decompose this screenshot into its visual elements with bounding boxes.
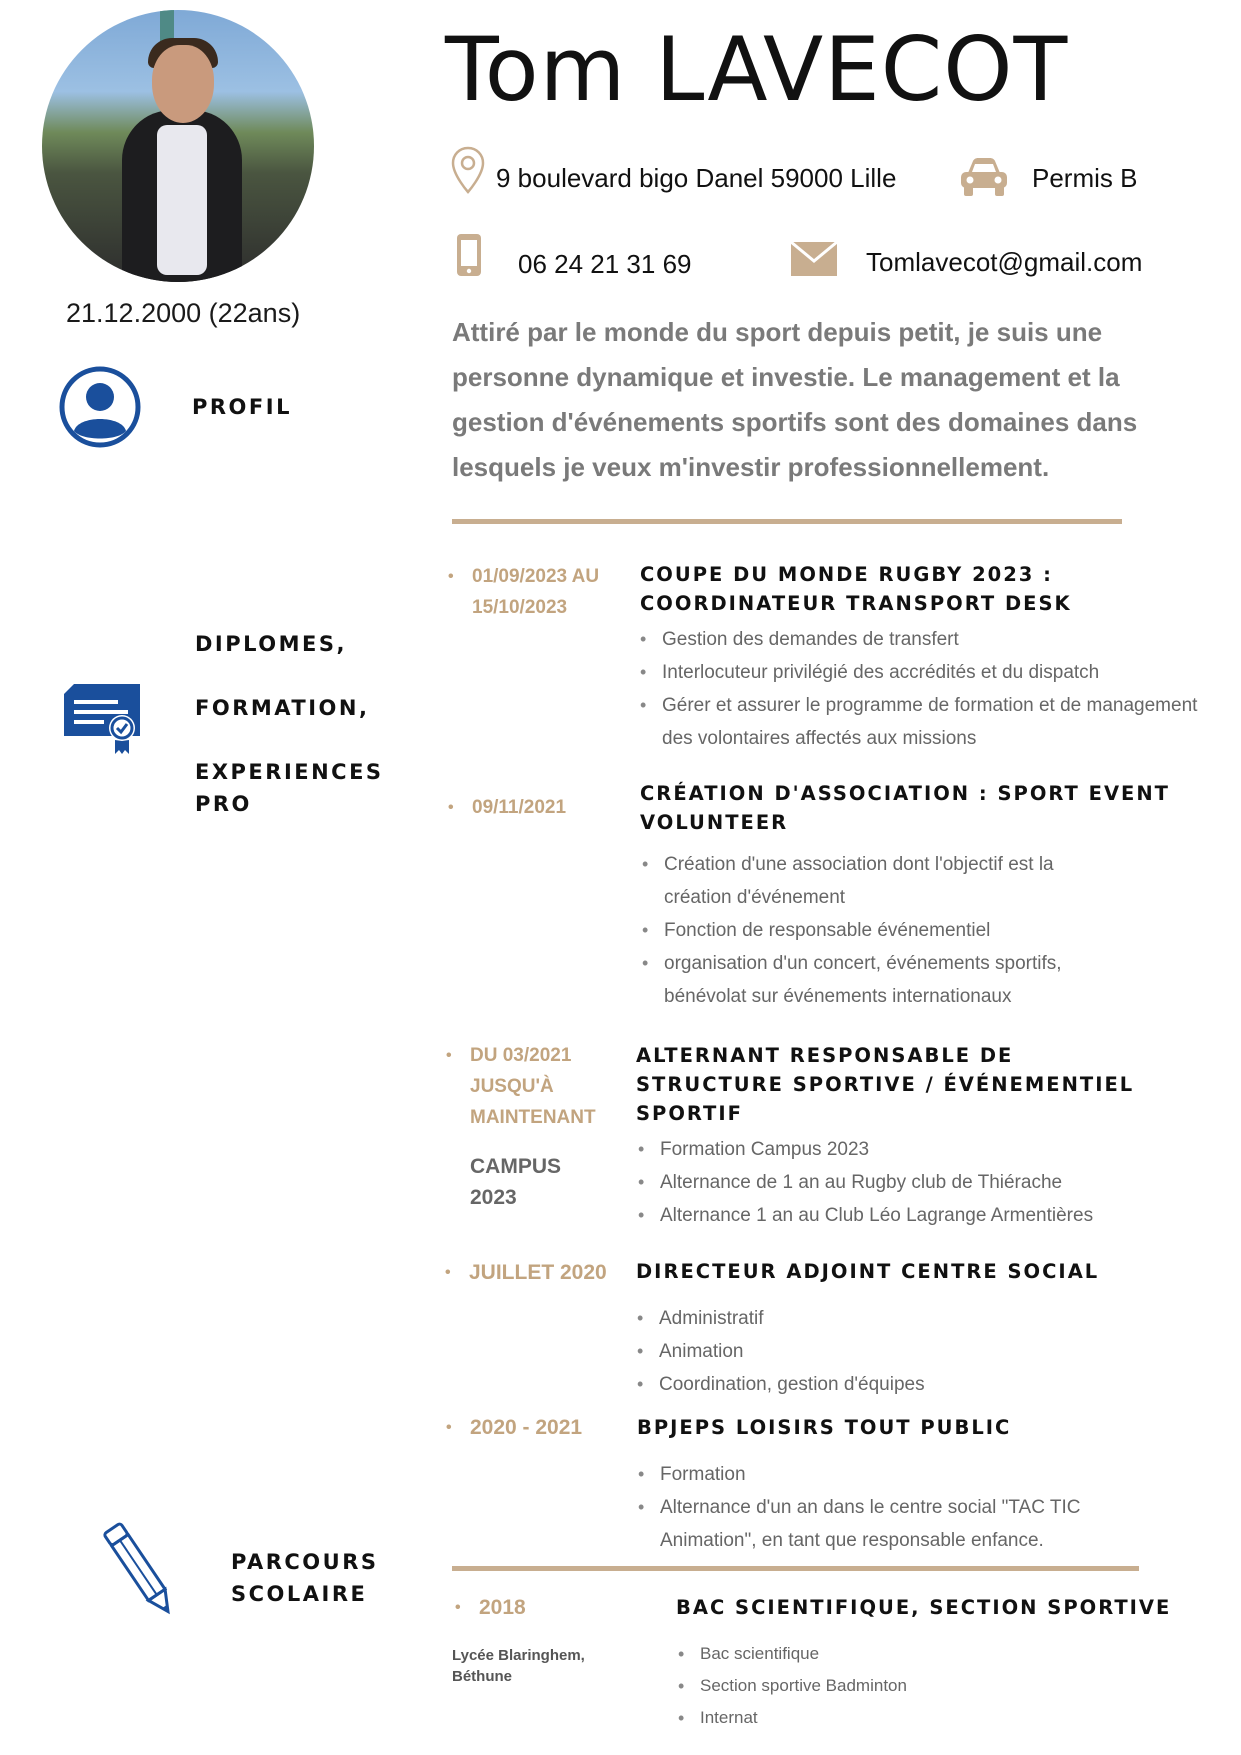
experience-bullets-2 — [640, 914, 1220, 980]
education-date: • 2018 — [455, 1596, 526, 1619]
campus-label: CAMPUS — [470, 1155, 562, 1178]
list-item-continuation: création d'événement — [664, 887, 846, 908]
list-item: • Section sportive Badminton — [676, 1670, 1176, 1702]
list-item: • Gérer et assurer le programme de formation et de management — [638, 689, 1228, 722]
list-item: • Coordination, gestion d'équipes — [635, 1368, 1215, 1401]
experience-bullets — [640, 848, 1220, 881]
education-divider — [452, 1566, 1139, 1571]
section-divider — [452, 519, 1122, 524]
list-item: • Alternance 1 an au Club Léo Lagrange Armentières — [636, 1199, 1216, 1232]
list-item-continuation: Animation", en tant que responsable enfance. — [660, 1530, 1044, 1551]
experience-title: BPJEPS LOISIRS TOUT PUBLIC — [637, 1416, 1012, 1439]
experience-bullets — [636, 1133, 1216, 1232]
experience-title: COUPE DU MONDE RUGBY 2023 : — [640, 563, 1053, 586]
pencil-icon — [98, 1518, 182, 1622]
experience-date: • DU 03/2021 — [446, 1045, 572, 1066]
list-item-continuation: des volontaires affectés aux missions — [662, 728, 977, 749]
phone-text: 06 24 21 31 69 — [518, 249, 692, 279]
user-icon — [58, 365, 142, 449]
email-text: Tomlavecot@gmail.com — [866, 247, 1143, 277]
phone-icon — [455, 232, 483, 278]
list-item: • Administratif — [635, 1302, 1215, 1335]
experience-title: ALTERNANT RESPONSABLE DE — [636, 1044, 1014, 1067]
diplomes-title-line-4: PRO — [195, 792, 252, 816]
list-item: • Gestion des demandes de transfert — [638, 623, 1228, 656]
list-item: • Formation Campus 2023 — [636, 1133, 1216, 1166]
experience-bullets — [636, 1458, 1216, 1524]
profile-section-title: PROFIL — [192, 395, 292, 419]
experience-bullets — [638, 623, 1228, 722]
diplomes-title-line-3: EXPERIENCES — [195, 760, 384, 784]
list-item-continuation: bénévolat sur événements internationaux — [664, 986, 1012, 1007]
list-item: • Animation — [635, 1335, 1215, 1368]
experience-date: • JUILLET 2020 — [445, 1261, 607, 1284]
list-item: • Alternance de 1 an au Rugby club de Thiérache — [636, 1166, 1216, 1199]
birth-date: 21.12.2000 (22ans) — [66, 298, 301, 328]
education-bullets — [676, 1638, 1176, 1734]
experience-date-line-2: 15/10/2023 — [472, 597, 568, 618]
license-text: Permis B — [1032, 163, 1138, 193]
experience-date-line-3: MAINTENANT — [470, 1107, 596, 1128]
experience-date: • 09/11/2021 — [448, 797, 567, 818]
campus-year: 2023 — [470, 1186, 517, 1209]
experience-date: • 01/09/2023 AU — [448, 566, 600, 587]
profile-photo — [42, 10, 314, 282]
certificate-icon — [60, 680, 148, 756]
experience-title-line-2: COORDINATEUR TRANSPORT DESK — [640, 592, 1072, 615]
diplomes-title-line-1: DIPLOMES, — [195, 632, 347, 656]
education-title: BAC SCIENTIFIQUE, SECTION SPORTIVE — [676, 1596, 1172, 1619]
list-item: • Alternance d'un an dans le centre social "TAC TIC — [636, 1491, 1216, 1524]
list-item: • Bac scientifique — [676, 1638, 1176, 1670]
location-pin-icon — [450, 145, 486, 195]
experience-date: • 2020 - 2021 — [446, 1416, 583, 1439]
experience-title-line-2: VOLUNTEER — [640, 811, 789, 834]
list-item: • Interlocuteur privilégié des accrédités et du dispatch — [638, 656, 1228, 689]
list-item: • Internat — [676, 1702, 1176, 1734]
parcours-title-line-2: SCOLAIRE — [231, 1582, 368, 1606]
profile-text: Attiré par le monde du sport depuis petit, je suis une personne dynamique et investie. Le management et la gestion d'événements sportifs sont des domaines dans lesquels je veux m'investir professionnellement. — [452, 317, 1138, 482]
mail-icon — [790, 241, 838, 277]
car-icon — [958, 155, 1010, 199]
full-name: Tom LAVECOT — [445, 18, 1069, 121]
list-item: • Création d'une association dont l'objectif est la — [640, 848, 1220, 881]
parcours-title-line-1: PARCOURS — [231, 1550, 379, 1574]
experience-title: CRÉATION D'ASSOCIATION : SPORT EVENT — [640, 782, 1170, 805]
diplomes-title-line-2: FORMATION, — [195, 696, 370, 720]
list-item: • Formation — [636, 1458, 1216, 1491]
experience-title-line-2: STRUCTURE SPORTIVE / ÉVÉNEMENTIEL — [636, 1073, 1135, 1096]
school-name: Lycée Blaringhem, — [452, 1647, 585, 1664]
experience-title-line-3: SPORTIF — [636, 1102, 743, 1125]
experience-title: DIRECTEUR ADJOINT CENTRE SOCIAL — [636, 1260, 1100, 1283]
address-text: 9 boulevard bigo Danel 59000 Lille — [496, 163, 897, 193]
experience-date-line-2: JUSQU'À — [470, 1076, 554, 1097]
list-item: • Fonction de responsable événementiel — [640, 914, 1220, 947]
experience-bullets — [635, 1302, 1215, 1401]
list-item: • organisation d'un concert, événements sportifs, — [640, 947, 1220, 980]
school-city: Béthune — [452, 1668, 512, 1685]
